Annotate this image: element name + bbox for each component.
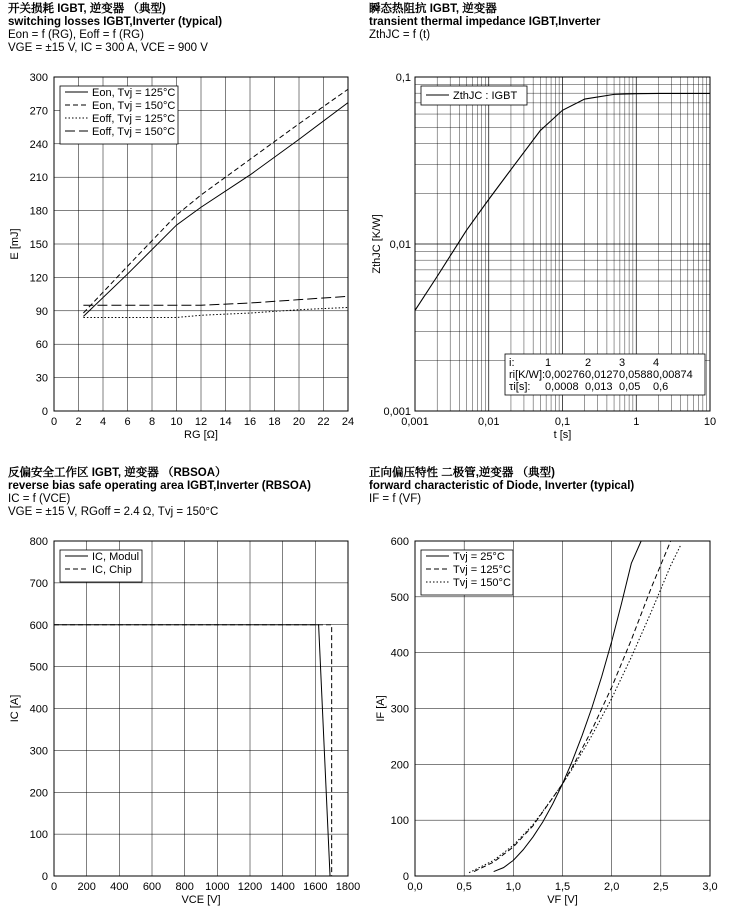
chart4-ylabel: IF [A]	[375, 695, 387, 722]
chart1-ytick-label-1: 30	[35, 372, 48, 385]
chart3-subtitle-2: VGE = ±15 V, RGoff = 2.4 Ω, Tvj = 150°C	[8, 506, 219, 518]
chart1-ytick-label-4: 120	[29, 272, 48, 285]
chart2-table-cell-0-2: 2	[585, 357, 592, 369]
chart1-ytick-label-10: 300	[29, 72, 48, 84]
chart4-subtitle-1: IF = f (VF)	[369, 493, 422, 505]
chart4-ytick-label-2: 200	[390, 759, 409, 772]
chart1-ytick-label-6: 180	[29, 205, 48, 218]
chart1-legend-label-4: Eoff, Tvj = 150°C	[92, 126, 176, 138]
chart3-ytick-label-5: 500	[29, 661, 48, 674]
chart4-ytick-label-4: 400	[390, 647, 409, 660]
chart2-table-cell-1-2: 0,0127	[585, 369, 619, 381]
chart3-xtick-label-7: 1400	[270, 881, 295, 893]
chart4-xtick-label-6: 3,0	[702, 881, 718, 893]
chart1-ylabel: E [mJ]	[9, 228, 21, 260]
chart1-legend-label-2: Eon, Tvj = 150°C	[92, 100, 176, 112]
chart1-ytick-label-5: 150	[29, 239, 48, 251]
chart4-ytick-label-5: 500	[390, 591, 409, 604]
chart2-xlabel: t [s]	[553, 429, 572, 441]
chart2-table-cell-2-0: τi[s]:	[509, 381, 531, 393]
chart2-table-cell-0-1: 1	[545, 357, 552, 369]
chart3-subtitle-1: IC = f (VCE)	[8, 493, 71, 505]
chart1-xlabel: RG [Ω]	[184, 429, 218, 441]
chart4-legend-label-2: Tvj = 125°C	[453, 564, 511, 576]
chart3-xlabel: VCE [V]	[181, 894, 221, 906]
chart4-xtick-label-1: 0,5	[456, 881, 472, 893]
chart4-xtick-label-0: 0,0	[407, 881, 423, 893]
chart2-table-cell-1-1: 0,00276	[545, 369, 585, 381]
chart1-ytick-label-8: 240	[29, 138, 48, 151]
chart2-table-cell-2-3: 0,05	[619, 381, 641, 393]
chart2-table-cell-0-0: i:	[509, 357, 515, 369]
chart1-xtick-label-1: 2	[75, 416, 82, 428]
chart4-ytick-label-0: 0	[402, 871, 409, 883]
chart2-table-cell-2-2: 0,013	[585, 381, 613, 393]
chart2-table-cell-1-4: 0,00874	[653, 369, 693, 381]
chart3-xtick-label-4: 800	[175, 881, 194, 893]
chart3-ytick-label-2: 200	[29, 787, 48, 800]
chart3-ytick-label-4: 400	[29, 703, 48, 716]
chart3-legend-label-1: IC, Modul	[92, 551, 140, 563]
chart4-ytick-label-6: 600	[390, 536, 409, 548]
chart4-title-en: forward characteristic of Diode, Inverter (typical)	[369, 480, 635, 492]
chart1-title-en: switching losses IGBT,Inverter (typical)	[8, 16, 223, 28]
chart4-ytick-label-1: 100	[390, 815, 409, 828]
chart2-ytick-label-0: 0,001	[383, 406, 411, 418]
chart2-xtick-label-2: 0,1	[554, 416, 571, 428]
chart1-subtitle-1: Eon = f (RG), Eoff = f (RG)	[8, 29, 144, 41]
chart3-title-cn: 反偏安全工作区 IGBT, 逆变器 （RBSOA）	[8, 467, 227, 479]
chart2-table-cell-2-1: 0,0008	[545, 381, 579, 393]
chart3-ytick-label-8: 800	[29, 536, 48, 548]
chart1-ytick-label-3: 90	[35, 305, 48, 318]
chart3-xtick-label-9: 1800	[335, 881, 361, 893]
chart3-title-en: reverse bias safe operating area IGBT,Inverter (RBSOA)	[8, 480, 311, 492]
chart2-table-cell-0-3: 3	[619, 357, 626, 369]
chart2-xtick-label-4: 10	[703, 416, 717, 428]
chart3-xtick-label-3: 600	[142, 881, 162, 893]
chart2-table-cell-1-3: 0,0588	[619, 369, 653, 381]
chart1-xtick-label-8: 16	[243, 416, 257, 428]
chart1-xtick-label-11: 22	[317, 416, 330, 428]
chart2-subtitle-1: ZthJC = f (t)	[369, 29, 431, 41]
chart1-subtitle-2: VGE = ±15 V, IC = 300 A, VCE = 900 V	[8, 42, 208, 54]
chart3-ytick-label-7: 700	[29, 577, 48, 590]
chart1-series-4-line	[83, 296, 348, 305]
chart1-ytick-label-7: 210	[29, 172, 48, 185]
chart4-xtick-label-5: 2,5	[653, 881, 669, 893]
chart1-xtick-label-12: 24	[341, 416, 355, 428]
chart1-title-cn: 开关损耗 IGBT, 逆变器 （典型)	[8, 3, 166, 15]
chart2-title-en: transient thermal impedance IGBT,Inverter	[369, 16, 601, 28]
chart2-table-cell-1-0: ri[K/W]:	[509, 369, 546, 381]
chart1-xtick-label-6: 12	[194, 416, 208, 428]
chart1-xtick-label-4: 8	[148, 416, 156, 428]
chart1-xtick-label-7: 14	[219, 416, 232, 428]
chart3-ytick-label-6: 600	[29, 619, 48, 632]
chart2-table-cell-0-4: 4	[653, 357, 660, 369]
chart4-series-1-line	[494, 541, 641, 872]
chart3-xtick-label-5: 1000	[205, 881, 230, 893]
chart2-xtick-label-0: 0,001	[401, 416, 429, 428]
chart4-legend-label-1: Tvj = 25°C	[453, 551, 505, 563]
chart1-ytick-label-2: 60	[35, 339, 48, 352]
chart4-xtick-label-4: 2,0	[604, 881, 620, 893]
chart2-table-cell-2-4: 0,6	[653, 381, 669, 393]
chart1-xtick-label-2: 4	[99, 416, 107, 428]
chart1-xtick-label-0: 0	[50, 416, 58, 428]
chart4-title-cn: 正向偏压特性 二极管,逆变器 （典型)	[369, 467, 555, 479]
chart1-ytick-label-0: 0	[41, 406, 48, 418]
chart1-xtick-label-10: 20	[292, 416, 306, 428]
chart3-legend-label-2: IC, Chip	[92, 564, 132, 576]
chart1-ytick-label-9: 270	[29, 105, 48, 118]
chart2-ytick-label-2: 0,1	[395, 72, 411, 84]
chart3-xtick-label-8: 1600	[303, 881, 328, 893]
chart4-ytick-label-3: 300	[390, 703, 409, 716]
chart3-ylabel: IC [A]	[9, 694, 21, 723]
chart1-legend-label-3: Eoff, Tvj = 125°C	[92, 113, 176, 125]
chart2-title-cn: 瞬态热阻抗 IGBT, 逆变器	[369, 3, 497, 15]
chart3-ytick-label-1: 100	[29, 829, 48, 842]
chart3-xtick-label-1: 200	[77, 881, 96, 893]
chart2-ylabel: ZthJC [K/W]	[371, 214, 383, 274]
chart1-legend-label-1: Eon, Tvj = 125°C	[92, 87, 176, 99]
chart3-ytick-label-3: 300	[29, 745, 48, 758]
chart4-legend-label-3: Tvj = 150°C	[453, 577, 511, 589]
chart3-xtick-label-0: 0	[50, 881, 58, 893]
chart3-xtick-label-2: 400	[110, 881, 129, 893]
chart4-xtick-label-2: 1,0	[505, 881, 521, 893]
chart2-xtick-label-3: 1	[633, 416, 640, 428]
chart4-xlabel: VF [V]	[547, 894, 578, 906]
chart3-ytick-label-0: 0	[41, 871, 48, 883]
chart1-xtick-label-9: 18	[268, 416, 281, 428]
chart3-xtick-label-6: 1200	[237, 881, 263, 893]
chart2-xtick-label-1: 0,01	[478, 416, 500, 428]
chart2-legend-label-1: ZthJC : IGBT	[453, 90, 518, 102]
chart1-xtick-label-3: 6	[124, 416, 131, 428]
chart1-xtick-label-5: 10	[170, 416, 183, 428]
chart1-series-3-line	[83, 307, 348, 317]
chart2-ytick-label-1: 0,01	[389, 239, 411, 251]
chart4-xtick-label-3: 1,5	[554, 881, 571, 893]
